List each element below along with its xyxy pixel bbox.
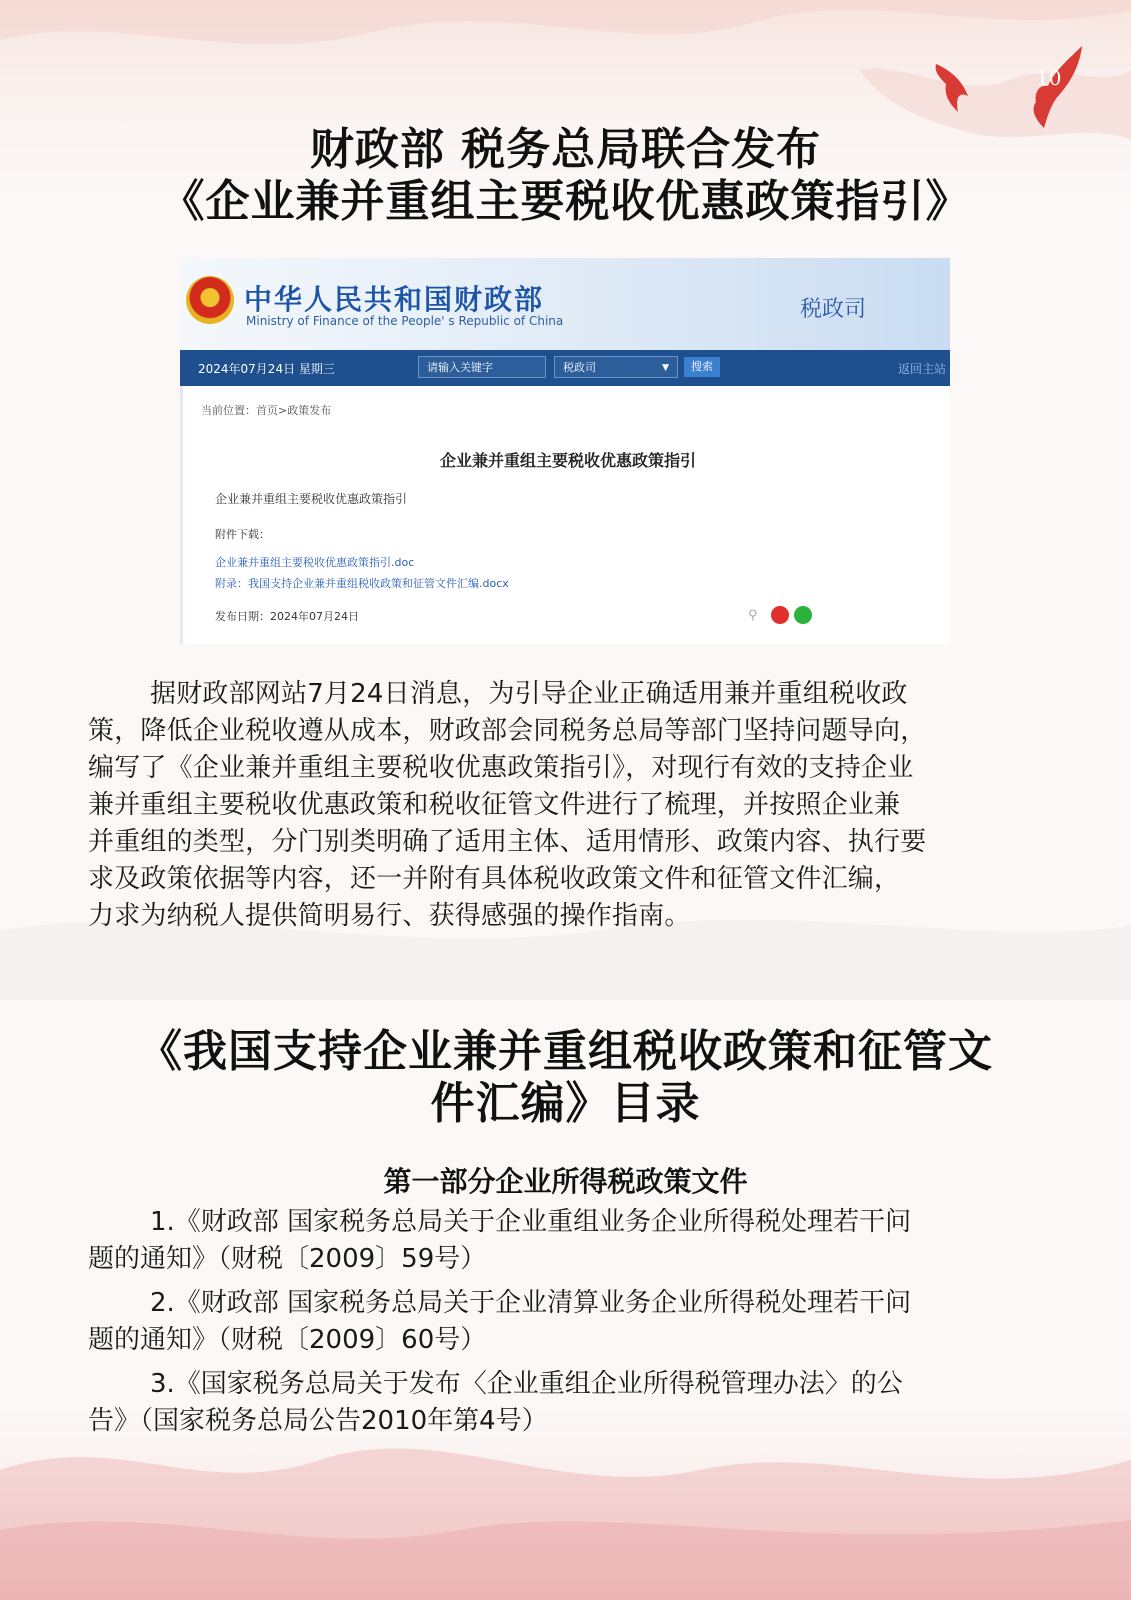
home-link[interactable]: 返回主站: [897, 362, 946, 376]
intro-line-1: 据财政部网站7月24日消息，为引导企业正确适用兼并重组税收政: [150, 679, 908, 709]
ministry-website-screenshot: [180, 258, 950, 644]
list-item-line: 2.《财政部 国家税务总局关于企业清算业务企业所得税处理若干问: [150, 1288, 912, 1318]
wechat-icon[interactable]: [794, 606, 812, 624]
nav-date: 2024年07月24日 星期三: [198, 362, 335, 376]
site-navbar: [180, 350, 950, 386]
site-header: [180, 258, 950, 350]
article-title: 企业兼并重组主要税收优惠政策指引: [439, 451, 696, 470]
intro-paragraph: [88, 676, 1050, 935]
list-item-line: 题的通知》（财税〔2009〕59号）: [88, 1244, 487, 1274]
catalog-title-line1: 《我国支持企业兼并重组税收政策和征管文: [138, 1026, 993, 1077]
share-icon[interactable]: ⚲: [748, 608, 758, 623]
main-title: [0, 124, 1131, 228]
article-body: [180, 386, 950, 644]
intro-line-4: 兼并重组主要税收优惠政策和税收征管文件进行了梳理，并按照企业兼: [88, 790, 901, 820]
attachment-link-1[interactable]: 企业兼并重组主要税收优惠政策指引.doc: [215, 556, 415, 569]
main-title-line1: 财政部 税务总局联合发布: [309, 124, 822, 175]
publish-date: 发布日期：2024年07月24日: [215, 610, 359, 623]
list-item: [88, 1285, 1050, 1359]
list-item: [88, 1366, 1050, 1440]
article-subtitle: 企业兼并重组主要税收优惠政策指引: [215, 492, 408, 506]
intro-line-5: 并重组的类型，分门别类明确了适用主体、适用情形、政策内容、执行要: [88, 827, 927, 857]
intro-line-6: 求及政策依据等内容，还一并附有具体税收政策文件和征管文件汇编，: [88, 864, 901, 894]
attachments-label: 附件下载：: [215, 528, 270, 541]
section-heading: 第一部分企业所得税政策文件: [383, 1165, 748, 1198]
list-item: [88, 1204, 1050, 1278]
page-number: 10: [1036, 66, 1062, 90]
department-select-value: 税政司: [563, 361, 596, 374]
department-name: 税政司: [800, 297, 867, 322]
breadcrumb: 当前位置：首页>政策发布: [201, 404, 332, 417]
list-item-line: 1.《财政部 国家税务总局关于企业重组业务企业所得税处理若干问: [150, 1207, 912, 1237]
list-item-line: 题的通知》（财税〔2009〕60号）: [88, 1325, 487, 1355]
intro-line-7: 力求为纳税人提供简明易行、获得感强的操作指南。: [88, 901, 691, 931]
weibo-icon[interactable]: [771, 606, 789, 624]
catalog-title: [0, 1026, 1131, 1130]
attachment-link-2[interactable]: 附录：我国支持企业兼并重组税收政策和征管文件汇编.docx: [215, 577, 509, 590]
main-title-line2: 《企业兼并重组主要税收优惠政策指引》: [160, 176, 971, 227]
chevron-down-icon: ▼: [662, 363, 669, 373]
national-emblem-icon: [186, 276, 234, 324]
intro-line-3: 编写了《企业兼并重组主要税收优惠政策指引》，对现行有效的支持企业: [88, 753, 914, 783]
list-item-line: 3.《国家税务总局关于发布〈企业重组企业所得税管理办法〉的公: [150, 1369, 903, 1399]
ministry-name-en: Ministry of Finance of the People' s Republic of China: [246, 314, 564, 328]
catalog-title-line2: 件汇编》目录: [430, 1078, 701, 1129]
search-button[interactable]: 搜索: [684, 357, 720, 377]
search-input[interactable]: 请输入关键字: [418, 356, 546, 378]
department-select[interactable]: [554, 356, 678, 378]
ministry-name-cn: 中华人民共和国财政部: [244, 283, 545, 316]
list-item-line: 告》（国家税务总局公告2010年第4号）: [88, 1406, 548, 1436]
intro-line-2: 策，降低企业税收遵从成本，财政部会同税务总局等部门坚持问题导向，: [88, 716, 927, 746]
